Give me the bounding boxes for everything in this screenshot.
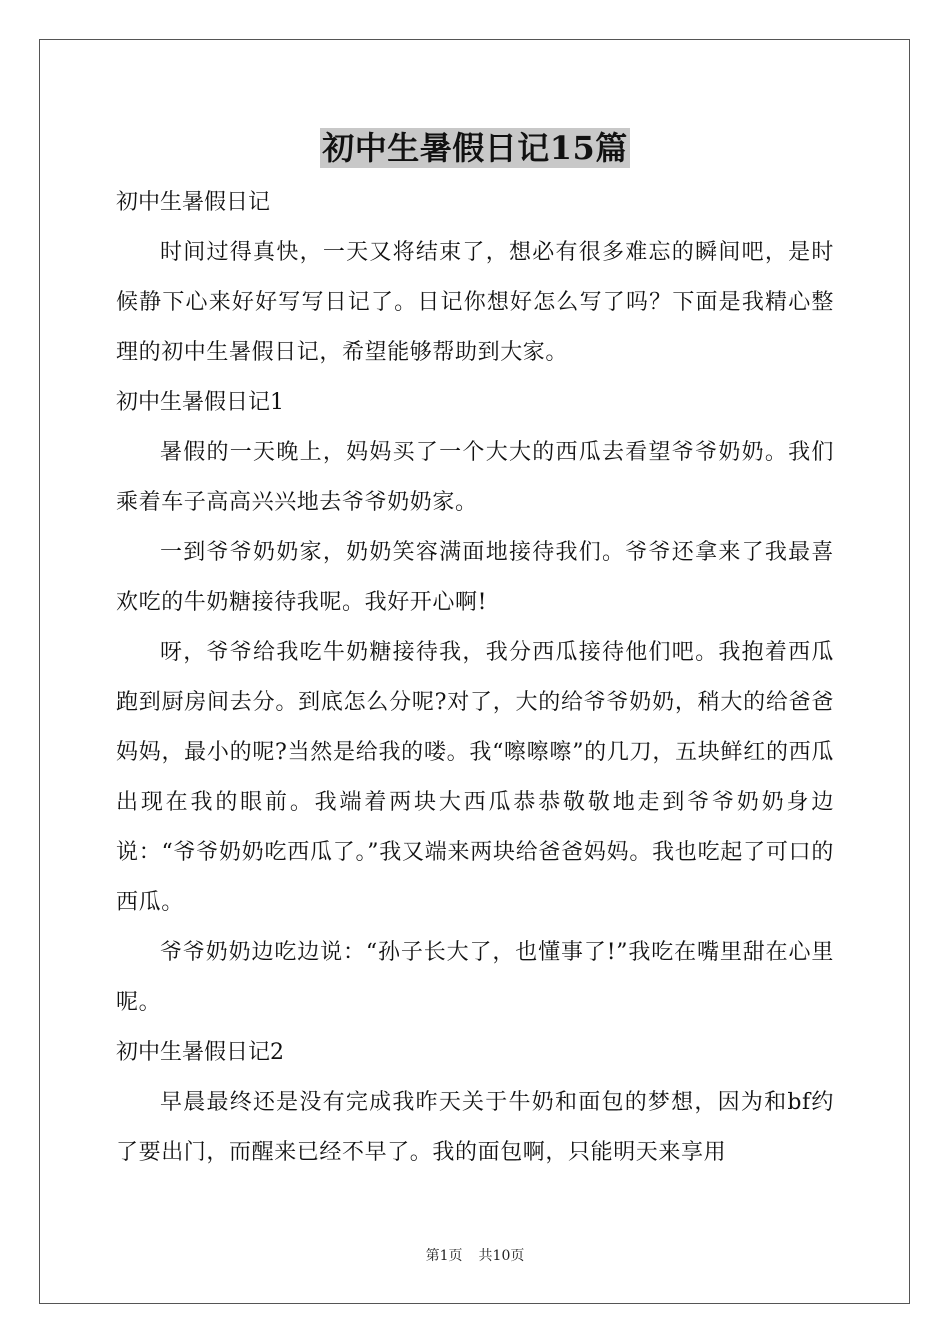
document-body — [116, 128, 834, 1178]
paragraph-intro: 时间过得真快，一天又将结束了，想必有很多难忘的瞬间吧，是时候静下心来好好写写日记了。日记你想好怎么写了吗？下面是我精心整理的初中生暑假日记，希望能够帮助到大家。 — [116, 240, 834, 365]
paragraph: 暑假的一天晚上，妈妈买了一个大大的西瓜去看望爷爷奶奶。我们乘着车子高高兴兴地去爷爷奶奶家。 — [116, 440, 834, 515]
section-heading-diary-2: 初中生暑假日记2 — [116, 1040, 284, 1065]
title-wrap — [116, 128, 834, 172]
section-heading-diary-1: 初中生暑假日记1 — [116, 390, 284, 415]
page-number: 第1页 — [425, 1248, 463, 1264]
page-footer — [0, 1245, 950, 1265]
paragraph: 一到爷爷奶奶家，奶奶笑容满面地接待我们。爷爷还拿来了我最喜欢吃的牛奶糖接待我呢。我好开心啊! — [116, 540, 834, 615]
section-heading-intro: 初中生暑假日记 — [116, 190, 271, 215]
paragraph: 爷爷奶奶边吃边说：“孙子长大了，也懂事了!”我吃在嘴里甜在心里呢。 — [116, 940, 834, 1015]
document-title: 初中生暑假日记15篇 — [322, 129, 628, 167]
page-total: 共10页 — [478, 1248, 525, 1264]
paragraph: 早晨最终还是没有完成我昨天关于牛奶和面包的梦想，因为和bf约了要出门，而醒来已经不早了。我的面包啊，只能明天来享用 — [116, 1090, 834, 1165]
paragraph: 呀，爷爷给我吃牛奶糖接待我，我分西瓜接待他们吧。我抱着西瓜跑到厨房间去分。到底怎么分呢?对了，大的给爷爷奶奶，稍大的给爸爸妈妈，最小的呢?当然是给我的喽。我“嚓嚓嚓”的几刀，五块鲜红的西瓜出现在我的眼前。我端着两块大西瓜恭恭敬敬地走到爷爷奶奶身边说：“爷爷奶奶吃西瓜了。”我又端来两块给爸爸妈妈。我也吃起了可口的西瓜。 — [116, 640, 834, 915]
